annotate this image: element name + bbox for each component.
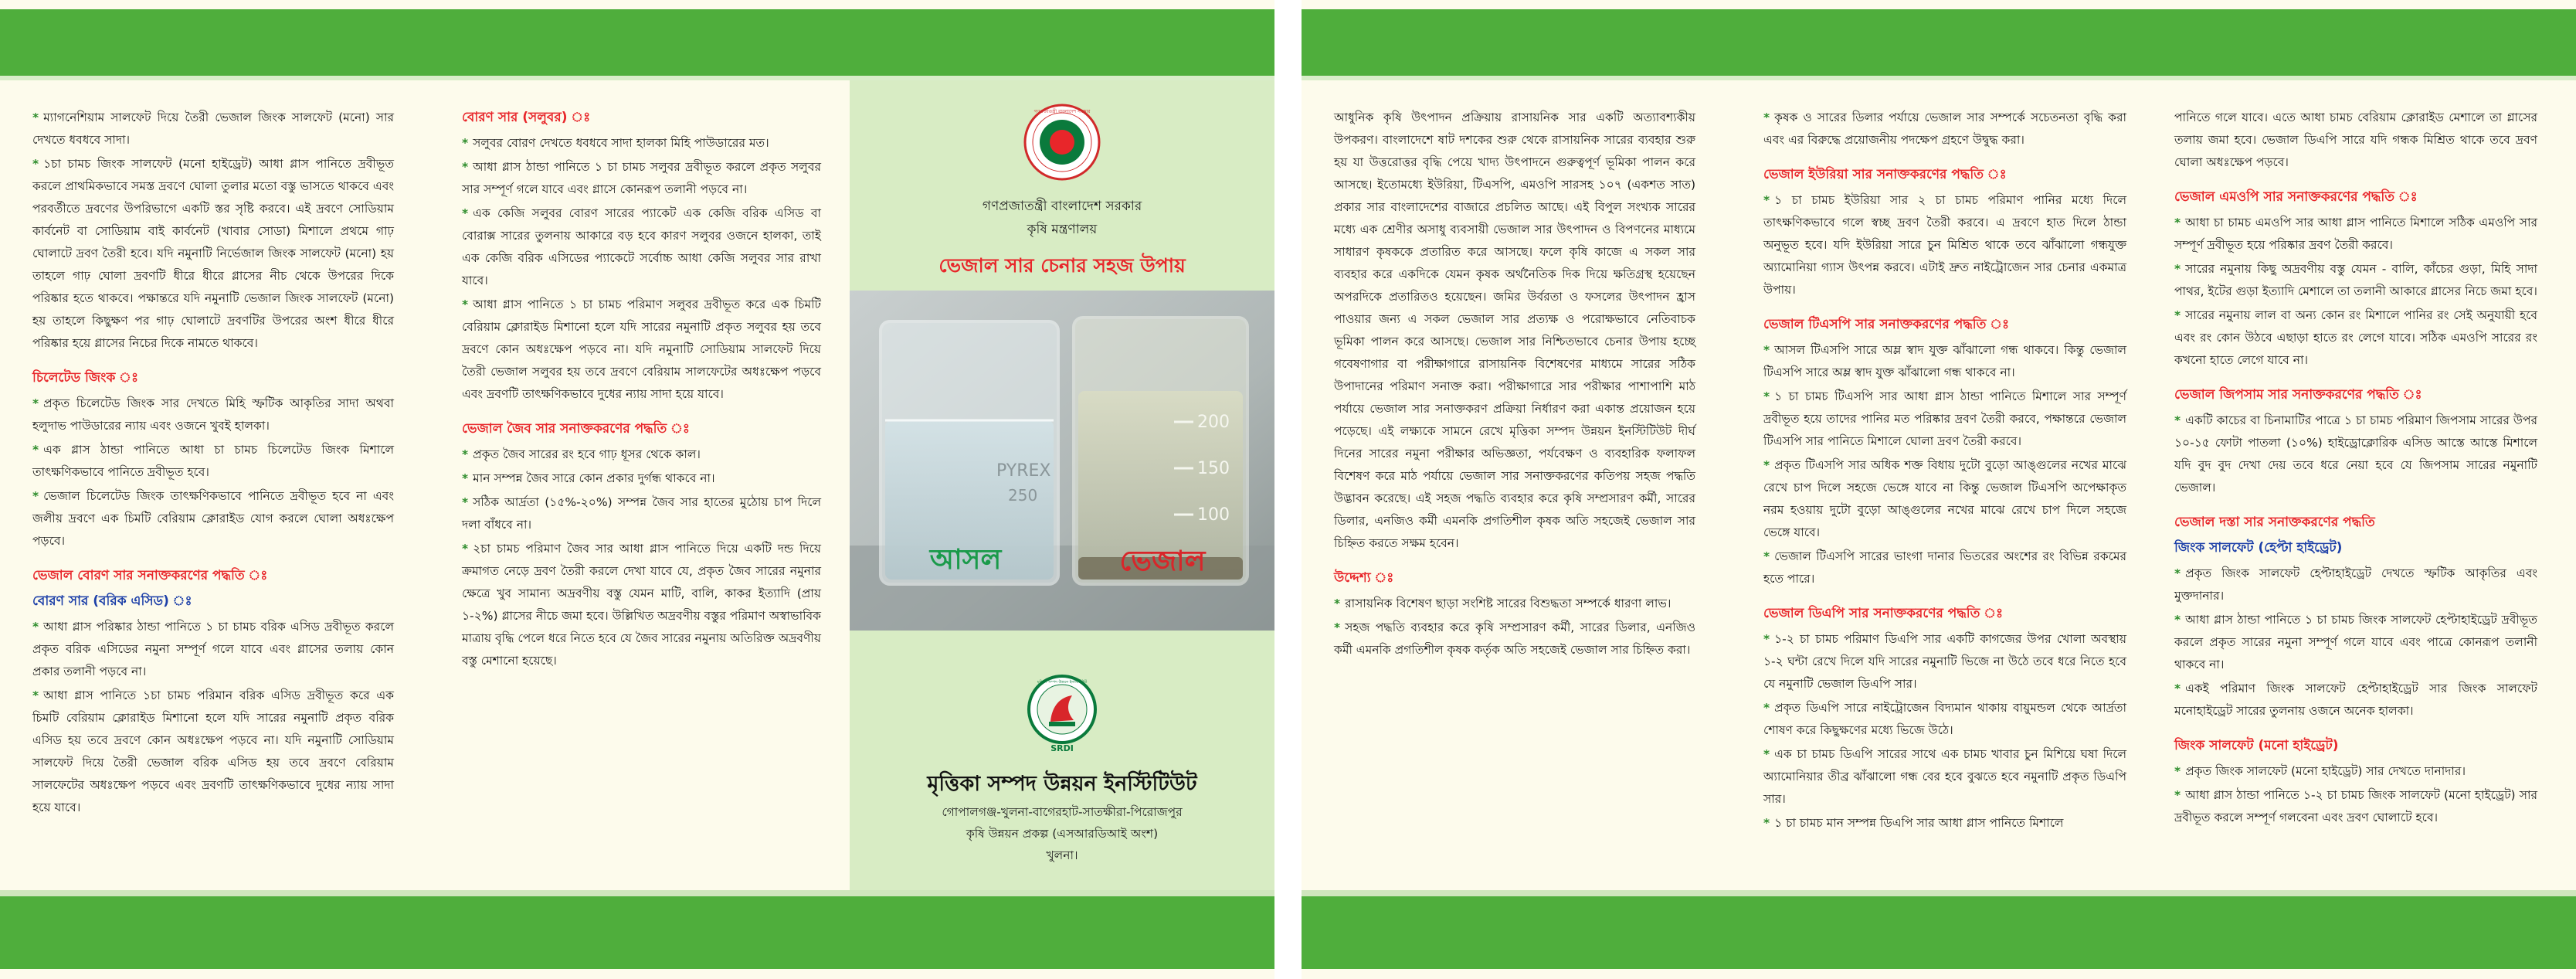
paragraph: ম্যাগনেশিয়াম সালফেট দিয়ে তৈরী ভেজাল জিংক সালফেট (মনো) সার দেখতে ধবধবে সাদা। <box>32 110 394 147</box>
scale-mark-100: 100 <box>1197 505 1230 525</box>
paragraph: আধা গ্লাস ঠান্ডা পানিতে ১-২ চা চামচ জিংক সালফেট (মনো হাইড্রেট) সার দ্রবীভূত করলে সম্পূর্ণ গলবেনা এবং দ্রবণ ঘোলাটে হবে। <box>2174 788 2537 824</box>
paragraph: এক কেজি সলুবর বোরণ সারের প্যাকেট এক কেজি বরিক এসিড বা বোরাক্স সারের তুলনায় আকারে বড় হবে কারণ সলুবর ওজনে হালকা, তাই এক কেজি বরিক এসিডের প্যাকেটে সর্বোচ্চ আধা কেজি সলুবর সার রাখা যাবে। <box>462 206 821 287</box>
panel-introduction <box>1334 107 1695 663</box>
text-block: * এক চা চামচ ডিএপি সারের সাথে এক চামচ খাবার চুন মিশিয়ে ঘষা দিলে অ্যামোনিয়ার তীব্র ঝাঁঝালো গন্ধ বের হবে বুঝতে হবে নমুনাটি প্রকৃত ডিএপি সার। <box>1763 747 2126 806</box>
paragraph: আধা গ্লাস পরিষ্কার ঠান্ডা পানিতে ১ চা চামচ বরিক এসিড দ্রবীভূত করলে প্রকৃত বরিক এসিডের নমুনা সম্পূর্ণ গলে যাবে এবং গ্লাসের তলায় কোন প্রকার তলানী পড়বে না। <box>32 620 394 678</box>
beaker-capacity-label: 250 <box>1008 486 1038 505</box>
text-block: * কৃষক ও সারের ডিলার পর্যায়ে ভেজাল সার সম্পর্কে সচেতনতা বৃদ্ধি করা এবং এর বিরুদ্ধে প্রয়োজনীয় পদক্ষেপ গ্রহণে উদ্বুদ্ধ করা। <box>1763 110 2126 147</box>
text-block: * আসল টিএসপি সারে অম্ল স্বাদ যুক্ত ঝাঁঝালো গন্ধ থাকবে। কিন্তু ভেজাল টিএসপি সারে অম্ল স্বাদ যুক্ত ঝাঁঝালো গন্ধ থাকবে না। <box>1763 343 2126 379</box>
srdi-logo <box>1027 674 1097 754</box>
text-block: * সারের নমুনায় লাল বা অন্য কোন রং মিশালে পানির রং সেই অনুযায়ী হবে এবং রং কোন উঠবে এছাড়া হাতে রং লেগে যাবে। সঠিক এমওপি সারের রং কখনো হাতে লেগে যাবে না। <box>2174 308 2537 367</box>
paragraph: সলুবর বোরণ দেখতে ধবধবে সাদা হালকা মিহি পাউডারের মত। <box>473 136 769 150</box>
institute-address-line-1: গোপালগঞ্জ-খুলনা-বাগেরহাট-সাতক্ষীরা-পিরোজপুর <box>942 805 1183 819</box>
bottom-band-line <box>1302 890 2576 896</box>
institute-name: মৃত্তিকা সম্পদ উন্নয়ন ইনস্টিটিউট <box>927 772 1197 796</box>
paragraph: সারের নমুনায় লাল বা অন্য কোন রং মিশালে পানির রং সেই অনুযায়ী হবে এবং রং কোন উঠবে এছাড়া হাতে রং লেগে যাবে। সঠিক এমওপি সারের রং কখনো হাতে লেগে যাবে না। <box>2174 308 2537 367</box>
section-heading: ভেজাল জৈব সার সনাক্তকরণের পদ্ধতি ঃ <box>462 421 690 437</box>
paragraph: ভেজাল টিএসপি সারের ভাংগা দানার ভিতরের অংশের রং বিভিন্ন রকমের হতে পারে। <box>1763 549 2126 586</box>
text-block: * আধা চা চামচ এমওপি সার আধা গ্লাস পানিতে মিশালে সঠিক এমওপি সার সম্পূর্ণ দ্রবীভূত হয়ে পরিষ্কার দ্রবণ তৈরী করবে। <box>2174 216 2537 252</box>
paragraph: সঠিক আর্দ্রতা (১৫%-২০%) সম্পন্ন জৈব সার হাতের মুঠোয় চাপ দিলে দলা বাঁধবে না। <box>462 495 821 532</box>
paragraph: কৃষক ও সারের ডিলার পর্যায়ে ভেজাল সার সম্পর্কে সচেতনতা বৃদ্ধি করা এবং এর বিরুদ্ধে প্রয়োজনীয় পদক্ষেপ গ্রহণে উদ্বুদ্ধ করা। <box>1763 110 2126 147</box>
scale-mark-150: 150 <box>1197 459 1230 478</box>
paragraph: আধা গ্লাস পানিতে ১ চা চামচ পরিমাণ সলুবর দ্রবীভূত করে এক চিমটি বেরিয়াম ক্লোরাইড মিশানো হলে যদি সারের নমুনাটি প্রকৃত সলুবর হয় তবে দ্রবণে কোন অধঃক্ষেপ পড়বে না। যদি নমুনাটি সোডিয়াম সালফেট দিয়ে তৈরী ভেজাল সলুবর হয় তবে দ্রবণে বেরিয়াম সালফেটের অধঃক্ষেপ পড়বে এবং দ্রবণটি তাৎক্ষণিকভাবে দুধের ন্যায় সাদা হয়ে যাবে। <box>462 297 821 401</box>
section-heading: উদ্দেশ্য ঃ <box>1334 570 1394 586</box>
text-block: * এক গ্লাস ঠান্ডা পানিতে আধা চা চামচ চিলেটেড জিংক মিশালে তাৎক্ষণিকভাবে পানিতে দ্রবীভূত হবে। <box>32 443 394 479</box>
section-heading: ভেজাল দস্তা সার সনাক্তকরণের পদ্ধতি <box>2174 515 2375 530</box>
government-name: গণপ্রজাতন্ত্রী বাংলাদেশ সরকার <box>982 199 1142 214</box>
top-band-line <box>1302 76 2576 80</box>
paragraph: এক চা চামচ ডিএপি সারের সাথে এক চামচ খাবার চুন মিশিয়ে ঘষা দিলে অ্যামোনিয়ার তীব্র ঝাঁঝালো গন্ধ বের হবে বুঝতে হবে নমুনাটি প্রকৃত ডিএপি সার। <box>1763 747 2126 806</box>
section-heading: ভেজাল এমওপি সার সনাক্তকরণের পদ্ধতি ঃ <box>2174 189 2418 205</box>
subsection-heading: জিংক সালফেট (হেপ্টা হাইড্রেট) <box>2174 540 2343 556</box>
paragraph: ১ চা চামচ টিএসপি সার আধা গ্লাস ঠান্ডা পানিতে মিশালে সার সম্পূর্ণ দ্রবীভূত হয়ে তাদের পানির মত পরিষ্কার দ্রবণ তৈরী করবে, পক্ষান্তরে ভেজাল টিএসপি সার পানিতে মিশালে ঘোলা দ্রবণ তৈরী করবে। <box>1763 389 2126 448</box>
scale-mark-200: 200 <box>1197 413 1230 432</box>
text-block: * আধা গ্লাস ঠান্ডা পানিতে ১ চা চামচ জিংক সালফেট হেপ্টাহাইড্রেট দ্রবীভূত করলে প্রকৃত সারের নমুনা সম্পূর্ণ গলে যাবে এবং পাত্রে কোনরূপ তলানী থাকবে না। <box>2174 613 2537 671</box>
section-heading: বোরণ সার (সলুবর) ঃ <box>462 110 591 125</box>
paragraph: একটি কাচের বা চিনামাটির পাত্রে ১ চা চামচ পরিমাণ জিপসাম সারের উপর ১০-১৫ ফোটা পাতলা (১০%) হাইড্রোক্লোরিক এসিড আস্তে আস্তে মিশালে যদি বুদ বুদ দেখা দেয় তবে ধরে নেয়া হবে যে জিপসাম সারের নমুনাটি ভেজাল। <box>2174 413 2537 495</box>
top-green-band <box>1302 9 2576 76</box>
paragraph: ১ চা চামচ মান সম্পন্ন ডিএপি সার আধা গ্লাস পানিতে মিশালে <box>1774 816 2064 830</box>
bangladesh-government-emblem <box>1023 104 1101 181</box>
real-label: আসল <box>929 544 1002 576</box>
paragraph: সহজ পদ্ধতি ব্যবহার করে কৃষি সম্প্রসারণ কর্মী, সারের ডিলার, এনজিও কর্মী এমনকি প্রগতিশীল কৃষক কর্তৃক অতি সহজেই ভেজাল সার চিহ্নিত করা। <box>1334 620 1695 657</box>
brochure-outer-sheet <box>0 0 1274 979</box>
text-block: * আধা গ্লাস পরিষ্কার ঠান্ডা পানিতে ১ চা চামচ বরিক এসিড দ্রবীভূত করলে প্রকৃত বরিক এসিডের নমুনা সম্পূর্ণ গলে যাবে এবং গ্লাসের তলায় কোন প্রকার তলানী পড়বে না। <box>32 620 394 678</box>
subsection-heading: বোরণ সার (বরিক এসিড) ঃ <box>32 593 192 609</box>
paragraph: প্রকৃত ডিএপি সারে নাইট্রোজেন বিদ্যমান থাকায় বায়ুমন্ডল থেকে আর্দ্রতা শোষণ করে কিছুক্ষণের মধ্যে ভিজে উঠে। <box>1763 701 2126 737</box>
cover-panel <box>850 80 1274 890</box>
text-block: * ম্যাগনেশিয়াম সালফেট দিয়ে তৈরী ভেজাল জিংক সালফেট (মনো) সার দেখতে ধবধবে সাদা। <box>32 110 394 147</box>
paragraph: আধা চা চামচ এমওপি সার আধা গ্লাস পানিতে মিশালে সঠিক এমওপি সার সম্পূর্ণ দ্রবীভূত হয়ে পরিষ্কার দ্রবণ তৈরী করবে। <box>2174 216 2537 252</box>
srdi-ring-text: মৃত্তিকা সম্পদ উন্নয়ন ইনস্টিটিউট <box>1037 680 1088 685</box>
emblem-ring-text: গণপ্রজাতন্ত্রী বাংলাদেশ সরকার <box>1033 109 1091 114</box>
text-block: * ২চা চামচ পরিমাণ জৈব সার আধা গ্লাস পানিতে দিয়ে একটি দন্ড দিয়ে ক্রমাগত নেড়ে দ্রবণ তৈরী করলে দেখা যাবে যে, প্রকৃত জৈব সারের নমুনার ক্ষেত্রে খুব সামান্য অদ্রবণীয় বস্তু যেমন মাটি, বালি, কাকর ইত্যাদি (প্রায় ১-২%) গ্লাসের নীচে জমা হবে। উল্লিখিত অদ্রবণীয় বস্তুর পরিমাণ অস্বাভাবিক মাত্রায় বৃদ্ধি পেলে ধরে নিতে হবে যে জৈব সারের নমুনায় অতিরিক্ত অদ্রবণীয় বস্তু মেশানো হয়েছে। <box>462 542 821 668</box>
paragraph: প্রকৃত জৈব সারের রং হবে গাঢ় ধূসর থেকে কাল। <box>473 447 701 461</box>
paragraph: আধা গ্লাস ঠান্ডা পানিতে ১ চা চামচ জিংক সালফেট হেপ্টাহাইড্রেট দ্রবীভূত করলে প্রকৃত সারের নমুনা সম্পূর্ণ গলে যাবে এবং পাত্রে কোনরূপ তলানী থাকবে না। <box>2174 613 2537 671</box>
section-heading: ভেজাল টিএসপি সার সনাক্তকরণের পদ্ধতি ঃ <box>1763 317 2010 332</box>
text-block: * একই পরিমাণ জিংক সালফেট হেপ্টাহাইড্রেট সার জিংক সালফেট মনোহাইড্রেট সারের তুলনায় ওজনে অনেক হালকা। <box>2174 682 2537 718</box>
paragraph: আধা গ্লাস ঠান্ডা পানিতে ১ চা চামচ সলুবর দ্রবীভূত করলে প্রকৃত সলুবর সার সম্পূর্ণ গলে যাবে এবং গ্লাসে কোনরূপ তলানী পড়বে না। <box>462 160 821 196</box>
text-block: * প্রকৃত চিলেটেড জিংক সার দেখতে মিহি স্ফটিক আকৃতির সাদা অথবা হলুদাভ পাউডারের ন্যায় এবং ওজনে খুবই হালকা। <box>32 396 394 433</box>
panel-solubor-organic <box>462 107 821 674</box>
ministry-name: কৃষি মন্ত্রণালয় <box>1027 222 1098 237</box>
srdi-abbreviation: SRDI <box>1050 743 1074 753</box>
text-block: * ১ চা চামচ টিএসপি সার আধা গ্লাস ঠান্ডা পানিতে মিশালে সার সম্পূর্ণ দ্রবীভূত হয়ে তাদের পানির মত পরিষ্কার দ্রবণ তৈরী করবে, পক্ষান্তরে ভেজাল টিএসপি সার পানিতে মিশালে ঘোলা দ্রবণ তৈরী করবে। <box>1763 389 2126 448</box>
text-block: * ভেজাল টিএসপি সারের ভাংগা দানার ভিতরের অংশের রং বিভিন্ন রকমের হতে পারে। <box>1763 549 2126 586</box>
text-block: * আধা গ্লাস ঠান্ডা পানিতে ১-২ চা চামচ জিংক সালফেট (মনো হাইড্রেট) সার দ্রবীভূত করলে সম্পূর্ণ গলবেনা এবং দ্রবণ ঘোলাটে হবে। <box>2174 788 2537 824</box>
paragraph: ১ চা চামচ ইউরিয়া সার ২ চা চামচ পরিমাণ পানির মধ্যে দিলে তাৎক্ষণিকভাবে গলে স্বচ্ছ দ্রবণ তৈরী করবে। এ দ্রবণে হাত দিলে ঠান্ডা অনুভূত হবে। যদি ইউরিয়া সারে চুন মিশ্রিত থাকে তবে ঝাঁঝালো গন্ধযুক্ত অ্যামোনিয়া গ্যাস উৎপন্ন করবে। এটাই দ্রুত নাইট্রোজেন সার চেনার একমাত্র উপায়। <box>1763 193 2126 297</box>
text-block: * মান সম্পন্ন জৈব সারে কোন প্রকার দুর্গন্ধ থাকবে না। <box>462 471 715 485</box>
beaker-brand-label: PYREX <box>996 461 1051 481</box>
section-heading: চিলেটেড জিংক ঃ <box>32 370 139 386</box>
paragraph: ১চা চামচ জিংক সালফেট (মনো হাইড্রেট) আধা গ্লাস পানিতে দ্রবীভূত করলে প্রাথমিকভাবে সমস্ত দ্রবণে ঘোলা তুলার মতো বস্তু ভাসতে থাকবে এবং পরবর্তীতে দ্রবণের উপরিভাগে একটি স্তর সৃষ্টি করবে। এই দ্রবণে সোডিয়াম কার্বনেট বা সোডিয়াম বাই কার্বনেট (খাবার সোডা) মিশালে প্রথমে গাঢ় ঘোলাটে দ্রবণ তৈরী হবে। যদি নমুনাটি নির্ভেজাল জিংক সালফেট (মনো) হয় তাহলে গাঢ় ঘোলা দ্রবণটি ধীরে ধীরে গ্লাসের নীচ থেকে উপরের দিকে পরিষ্কার হতে থাকবে। পক্ষান্তরে যদি নমুনাটি ভেজাল জিংক সালফেট (মনো) হয় তাহলে কিছুক্ষণ পর গাঢ় ঘোলাটে দ্রবণটির উপরের অংশ ধীরে ধীরে পরিষ্কার হয়ে গ্লাসের নিচের দিকে নামতে থাকবে। <box>32 157 394 350</box>
bottom-band-line <box>0 890 1274 896</box>
text-block: * ভেজাল চিলেটেড জিংক তাৎক্ষণিকভাবে পানিতে দ্রবীভূত হবে না এবং জলীয় দ্রবণে এক চিমটি বেরিয়াম ক্লোরাইড যোগ করলে ঘোলা অধঃক্ষেপ পড়বে। <box>32 489 394 548</box>
paragraph: প্রকৃত চিলেটেড জিংক সার দেখতে মিহি স্ফটিক আকৃতির সাদা অথবা হলুদাভ পাউডারের ন্যায় এবং ওজনে খুবই হালকা। <box>32 396 394 433</box>
text-block: * ১চা চামচ জিংক সালফেট (মনো হাইড্রেট) আধা গ্লাস পানিতে দ্রবীভূত করলে প্রাথমিকভাবে সমস্ত দ্রবণে ঘোলা তুলার মতো বস্তু ভাসতে থাকবে এবং পরবর্তীতে দ্রবণের উপরিভাগে একটি স্তর সৃষ্টি করবে। এই দ্রবণে সোডিয়াম কার্বনেট বা সোডিয়াম বাই কার্বনেট (খাবার সোডা) মিশালে প্রথমে গাঢ় ঘোলাটে দ্রবণ তৈরী হবে। যদি নমুনাটি নির্ভেজাল জিংক সালফেট (মনো) হয় তাহলে গাঢ় ঘোলা দ্রবণটি ধীরে ধীরে গ্লাসের নীচ থেকে উপরের দিকে পরিষ্কার হতে থাকবে। পক্ষান্তরে যদি নমুনাটি ভেজাল জিংক সালফেট (মনো) হয় তাহলে কিছুক্ষণ পর গাঢ় ঘোলাটে দ্রবণটির উপরের অংশ ধীরে ধীরে পরিষ্কার হয়ে গ্লাসের নিচের দিকে নামতে থাকবে। <box>32 157 394 350</box>
paragraph: এক গ্লাস ঠান্ডা পানিতে আধা চা চামচ চিলেটেড জিংক মিশালে তাৎক্ষণিকভাবে পানিতে দ্রবীভূত হবে। <box>32 443 394 479</box>
top-green-band <box>0 9 1274 76</box>
paragraph: একই পরিমাণ জিংক সালফেট হেপ্টাহাইড্রেট সার জিংক সালফেট মনোহাইড্রেট সারের তুলনায় ওজনে অনেক হালকা। <box>2174 682 2537 718</box>
paragraph: আসল টিএসপি সারে অম্ল স্বাদ যুক্ত ঝাঁঝালো গন্ধ থাকবে। কিন্তু ভেজাল টিএসপি সারে অম্ল স্বাদ যুক্ত ঝাঁঝালো গন্ধ থাকবে না। <box>1763 343 2126 379</box>
text-block: * ১-২ চা চামচ পরিমাণ ডিএপি সার একটি কাগজের উপর খোলা অবস্থায় ১-২ ঘন্টা রেখে দিলে যদি সারের নমুনাটি ভিজে না উঠে তবে ধরে নিতে হবে যে নমুনাটি ভেজাল ডিএপি সার। <box>1763 632 2126 691</box>
text-block: * ১ চা চামচ ইউরিয়া সার ২ চা চামচ পরিমাণ পানির মধ্যে দিলে তাৎক্ষণিকভাবে গলে স্বচ্ছ দ্রবণ তৈরী করবে। এ দ্রবণে হাত দিলে ঠান্ডা অনুভূত হবে। যদি ইউরিয়া সারে চুন মিশ্রিত থাকে তবে ঝাঁঝালো গন্ধযুক্ত অ্যামোনিয়া গ্যাস উৎপন্ন করবে। এটাই দ্রুত নাইট্রোজেন সার চেনার একমাত্র উপায়। <box>1763 193 2126 297</box>
section-heading: ভেজাল বোরণ সার সনাক্তকরণের পদ্ধতি ঃ <box>32 568 268 583</box>
text-block: * আধা গ্লাস ঠান্ডা পানিতে ১ চা চামচ সলুবর দ্রবীভূত করলে প্রকৃত সলুবর সার সম্পূর্ণ গলে যাবে এবং গ্লাসে কোনরূপ তলানী পড়বে না। <box>462 160 821 196</box>
section-heading: জিংক সালফেট (মনো হাইড্রেট) <box>2174 738 2339 753</box>
text-block: * রাসায়নিক বিশেষণ ছাড়া সংশিষ্ট সারের বিশুদ্ধতা সম্পর্কে ধারণা লাভ। <box>1334 597 1672 610</box>
paragraph-continued: পানিতে গলে যাবে। এতে আধা চামচ বেরিয়াম ক্লোরাইড মেশালে তা গ্লাসের তলায় জমা হবে। ভেজাল ডিএপি সারে যদি গন্ধক মিশ্রিত থাকে তবে দ্রবণ ঘোলা অধঃক্ষেপ পড়বে। <box>2174 110 2537 169</box>
institute-address-line-2: কৃষি উন্নয়ন প্রকল্প (এসআরডিআই অংশ) <box>966 827 1159 841</box>
paragraph: রাসায়নিক বিশেষণ ছাড়া সংশিষ্ট সারের বিশুদ্ধতা সম্পর্কে ধারণা লাভ। <box>1345 597 1672 610</box>
text-block: * প্রকৃত টিএসপি সার অধিক শক্ত বিধায় দুটো বুড়ো আঙ্গুলের নখের মাঝে রেখে চাপ দিলে সহজে ভেঙ্গে যাবে না কিন্তু ভেজাল টিএসপি অপেক্ষাকৃত নরম হওয়ায় দুটো বুড়ো আঙ্গুলের নখের মাঝে রেখে চাপ দিলে সহজে ভেঙ্গে যাবে। <box>1763 458 2126 539</box>
brochure-title: ভেজাল সার চেনার সহজ উপায় <box>938 254 1186 277</box>
paragraph: মান সম্পন্ন জৈব সারে কোন প্রকার দুর্গন্ধ থাকবে না। <box>473 471 715 485</box>
paragraph: ভেজাল চিলেটেড জিংক তাৎক্ষণিকভাবে পানিতে দ্রবীভূত হবে না এবং জলীয় দ্রবণে এক চিমটি বেরিয়াম ক্লোরাইড যোগ করলে ঘোলা অধঃক্ষেপ পড়বে। <box>32 489 394 548</box>
text-block: * ১ চা চামচ মান সম্পন্ন ডিএপি সার আধা গ্লাস পানিতে মিশালে <box>1763 816 2064 830</box>
paragraph: ২চা চামচ পরিমাণ জৈব সার আধা গ্লাস পানিতে দিয়ে একটি দন্ড দিয়ে ক্রমাগত নেড়ে দ্রবণ তৈরী করলে দেখা যাবে যে, প্রকৃত জৈব সারের নমুনার ক্ষেত্রে খুব সামান্য অদ্রবণীয় বস্তু যেমন মাটি, বালি, কাকর ইত্যাদি (প্রায় ১-২%) গ্লাসের নীচে জমা হবে। উল্লিখিত অদ্রবণীয় বস্তুর পরিমাণ অস্বাভাবিক মাত্রায় বৃদ্ধি পেলে ধরে নিতে হবে যে জৈব সারের নমুনায় অতিরিক্ত অদ্রবণীয় বস্তু মেশানো হয়েছে। <box>462 542 821 668</box>
panel-urea-tsp-dap <box>1763 107 2126 836</box>
text-block: * প্রকৃত জৈব সারের রং হবে গাঢ় ধূসর থেকে কাল। <box>462 447 701 461</box>
text-block: * সারের নমুনায় কিছু অদ্রবণীয় বস্তু যেমন - বালি, কাঁচের গুড়া, মিহি সাদা পাথর, ইটের গুড়া ইত্যাদি মেশালে তা তলানী আকারে গ্লাসের নিচে জমা হবে। <box>2174 262 2537 298</box>
brochure-inner-sheet <box>1302 0 2576 979</box>
section-heading: ভেজাল ডিএপি সার সনাক্তকরণের পদ্ধতি ঃ <box>1763 606 2004 621</box>
paragraph: প্রকৃত জিংক সালফেট হেপ্টাহাইড্রেট দেখতে স্ফটিক আকৃতির এবং মুক্তদানার। <box>2174 566 2537 603</box>
bottom-green-band <box>1302 896 2576 969</box>
section-heading: ভেজাল জিপসাম সার সনাক্তকরণের পদ্ধতি ঃ <box>2174 387 2422 403</box>
text-block: * সলুবর বোরণ দেখতে ধবধবে সাদা হালকা মিহি পাউডারের মত। <box>462 136 769 150</box>
text-block: * একটি কাচের বা চিনামাটির পাত্রে ১ চা চামচ পরিমাণ জিপসাম সারের উপর ১০-১৫ ফোটা পাতলা (১০%) হাইড্রোক্লোরিক এসিড আস্তে আস্তে মিশালে যদি বুদ বুদ দেখা দেয় তবে ধরে নেয়া হবে যে জিপসাম সারের নমুনাটি ভেজাল। <box>2174 413 2537 495</box>
section-heading: ভেজাল ইউরিয়া সার সনাক্তকরণের পদ্ধতি ঃ <box>1763 167 2007 182</box>
paragraph: প্রকৃত জিংক সালফেট (মনো হাইড্রেট) সার দেখতে দানাদার। <box>2185 764 2466 778</box>
fake-label: ভেজাল <box>1119 546 1206 577</box>
paragraph: প্রকৃত টিএসপি সার অধিক শক্ত বিধায় দুটো বুড়ো আঙ্গুলের নখের মাঝে রেখে চাপ দিলে সহজে ভেঙ্গে যাবে না কিন্তু ভেজাল টিএসপি অপেক্ষাকৃত নরম হওয়ায় দুটো বুড়ো আঙ্গুলের নখের মাঝে রেখে চাপ দিলে সহজে ভেঙ্গে যাবে। <box>1763 458 2126 539</box>
text-block: * প্রকৃত জিংক সালফেট (মনো হাইড্রেট) সার দেখতে দানাদার। <box>2174 764 2466 778</box>
text-block: * সহজ পদ্ধতি ব্যবহার করে কৃষি সম্প্রসারণ কর্মী, সারের ডিলার, এনজিও কর্মী এমনকি প্রগতিশীল কৃষক কর্তৃক অতি সহজেই ভেজাল সার চিহ্নিত করা। <box>1334 620 1695 657</box>
panel-zinc-boron <box>32 107 394 821</box>
fake-fertilizer-beaker <box>1074 318 1247 584</box>
institute-address-line-3: খুলনা। <box>1046 848 1078 862</box>
text-block: * প্রকৃত ডিএপি সারে নাইট্রোজেন বিদ্যমান থাকায় বায়ুমন্ডল থেকে আর্দ্রতা শোষণ করে কিছুক্ষণের মধ্যে ভিজে উঠে। <box>1763 701 2126 737</box>
text-block: * আধা গ্লাস পানিতে ১চা চামচ পরিমান বরিক এসিড দ্রবীভূত করে এক চিমটি বেরিয়াম ক্লোরাইড মিশানো হলে যদি সারের নমুনাটি প্রকৃত বরিক এসিড হয় তবে দ্রবণে কোন অধঃক্ষেপ পড়বে না। যদি নমুনাটি সোডিয়াম সালফেট দিয়ে তৈরী ভেজাল বরিক এসিড হয় তবে দ্রবণে বেরিয়াম সালফেটের অধঃক্ষেপ পড়বে এবং দ্রবণটি তাৎক্ষণিকভাবে দুধের ন্যায় সাদা হয়ে যাবে। <box>32 688 394 814</box>
text-block: * এক কেজি সলুবর বোরণ সারের প্যাকেট এক কেজি বরিক এসিড বা বোরাক্স সারের তুলনায় আকারে বড় হবে কারণ সলুবর ওজনে হালকা, তাই এক কেজি বরিক এসিডের প্যাকেটে সর্বোচ্চ আধা কেজি সলুবর সার রাখা যাবে। <box>462 206 821 287</box>
text-block: * আধা গ্লাস পানিতে ১ চা চামচ পরিমাণ সলুবর দ্রবীভূত করে এক চিমটি বেরিয়াম ক্লোরাইড মিশানো হলে যদি সারের নমুনাটি প্রকৃত সলুবর হয় তবে দ্রবণে কোন অধঃক্ষেপ পড়বে না। যদি নমুনাটি সোডিয়াম সালফেট দিয়ে তৈরী ভেজাল সলুবর হয় তবে দ্রবণে বেরিয়াম সালফেটের অধঃক্ষেপ পড়বে এবং দ্রবণটি তাৎক্ষণিকভাবে দুধের ন্যায় সাদা হয়ে যাবে। <box>462 297 821 401</box>
text-block: * প্রকৃত জিংক সালফেট হেপ্টাহাইড্রেট দেখতে স্ফটিক আকৃতির এবং মুক্তদানার। <box>2174 566 2537 603</box>
bottom-green-band <box>0 896 1274 969</box>
paragraph: সারের নমুনায় কিছু অদ্রবণীয় বস্তু যেমন - বালি, কাঁচের গুড়া, মিহি সাদা পাথর, ইটের গুড়া ইত্যাদি মেশালে তা তলানী আকারে গ্লাসের নিচে জমা হবে। <box>2174 262 2537 298</box>
intro-paragraph: আধুনিক কৃষি উৎপাদন প্রক্রিয়ায় রাসায়নিক সার একটি অত্যাবশ্যকীয় উপকরণ। বাংলাদেশে ষাট দশকের শুরু থেকে রাসায়নিক সারের ব্যবহার শুরু হয় যা উত্তরোত্তর বৃদ্ধি পেয়ে খাদ্য উৎপাদনে গুরুত্বপূর্ণ ভূমিকা পালন করে আসছে। ইতোমধ্যে ইউরিয়া, টিএসপি, এমওপি সারসহ ১০৭ (একশত সাত) প্রকার সার বাংলাদেশের বাজারে প্রচলিত আছে। এই বিপুল সংখ্যক সারের মধ্যে এক শ্রেণীর অসাধু ব্যবসায়ী ভেজাল সার উৎপাদন ও বিপণনের মাধ্যমে সাধারণ কৃষককে প্রতারিত করে আসছে। ফলে কৃষি কাজে এ সকল সার ব্যবহার করে একদিকে যেমন কৃষক অর্থনৈতিক দিক দিয়ে ক্ষতিগ্রস্থ হয়েছেন অপরদিকে প্রতারিতও হয়েছেন। জমির উর্বরতা ও ফসলের উৎপাদন হ্রাস পাওয়ার জন্য এ সকল ভেজাল সার প্রত্যক্ষ ও পরোক্ষভাবে নেতিবাচক ভূমিকা পালন করে আসছে। ভেজাল সার নিশ্চিতভাবে চেনার উপায় হচ্ছে গবেষণাগার বা পরীক্ষাগারে রাসায়নিক বিশেষণের মাধ্যমে সারের সঠিক উপাদানের পরিমাণ সনাক্ত করা। পরীক্ষাগারে সার পরীক্ষার পাশাপাশি মাঠ পর্যায়ে ভেজাল সার সনাক্তকরণ প্রক্রিয়া নির্ধারণ করা একান্ত প্রয়োজন হয়ে পড়েছে। এই লক্ষ্যকে সামনে রেখে মৃত্তিকা সম্পদ উন্নয়ন ইনস্টিটিউট দীর্ঘ দিনের সারের নমুনা পরীক্ষার অভিজ্ঞতা, পর্যবেক্ষণ ও ব্যবহারিক ফলাফল বিশেষণ করে মাঠ পর্যায়ে ভেজাল সার সনাক্তকরণের কতিপয় সহজ পদ্ধতি উদ্ভাবন করেছে। এই সহজ পদ্ধতি ব্যবহার করে কৃষি সম্প্রসারণ কর্মী, সারের ডিলার, এনজিও কর্মী এমনকি প্রগতিশীল কৃষক অতি সহজেই ভেজাল সার চিহ্নিত করতে সক্ষম হবেন। <box>1334 110 1695 550</box>
beakers-photo <box>850 291 1274 631</box>
text-block: * সঠিক আর্দ্রতা (১৫%-২০%) সম্পন্ন জৈব সার হাতের মুঠোয় চাপ দিলে দলা বাঁধবে না। <box>462 495 821 532</box>
paragraph: ১-২ চা চামচ পরিমাণ ডিএপি সার একটি কাগজের উপর খোলা অবস্থায় ১-২ ঘন্টা রেখে দিলে যদি সারের নমুনাটি ভিজে না উঠে তবে ধরে নিতে হবে যে নমুনাটি ভেজাল ডিএপি সার। <box>1763 632 2126 691</box>
panel-mop-gypsum-zinc <box>2174 107 2537 831</box>
paragraph: আধা গ্লাস পানিতে ১চা চামচ পরিমান বরিক এসিড দ্রবীভূত করে এক চিমটি বেরিয়াম ক্লোরাইড মিশানো হলে যদি সারের নমুনাটি প্রকৃত বরিক এসিড হয় তবে দ্রবণে কোন অধঃক্ষেপ পড়বে না। যদি নমুনাটি সোডিয়াম সালফেট দিয়ে তৈরী ভেজাল বরিক এসিড হয় তবে দ্রবণে বেরিয়াম সালফেটের অধঃক্ষেপ পড়বে এবং দ্রবণটি তাৎক্ষণিকভাবে দুধের ন্যায় সাদা হয়ে যাবে। <box>32 688 394 814</box>
